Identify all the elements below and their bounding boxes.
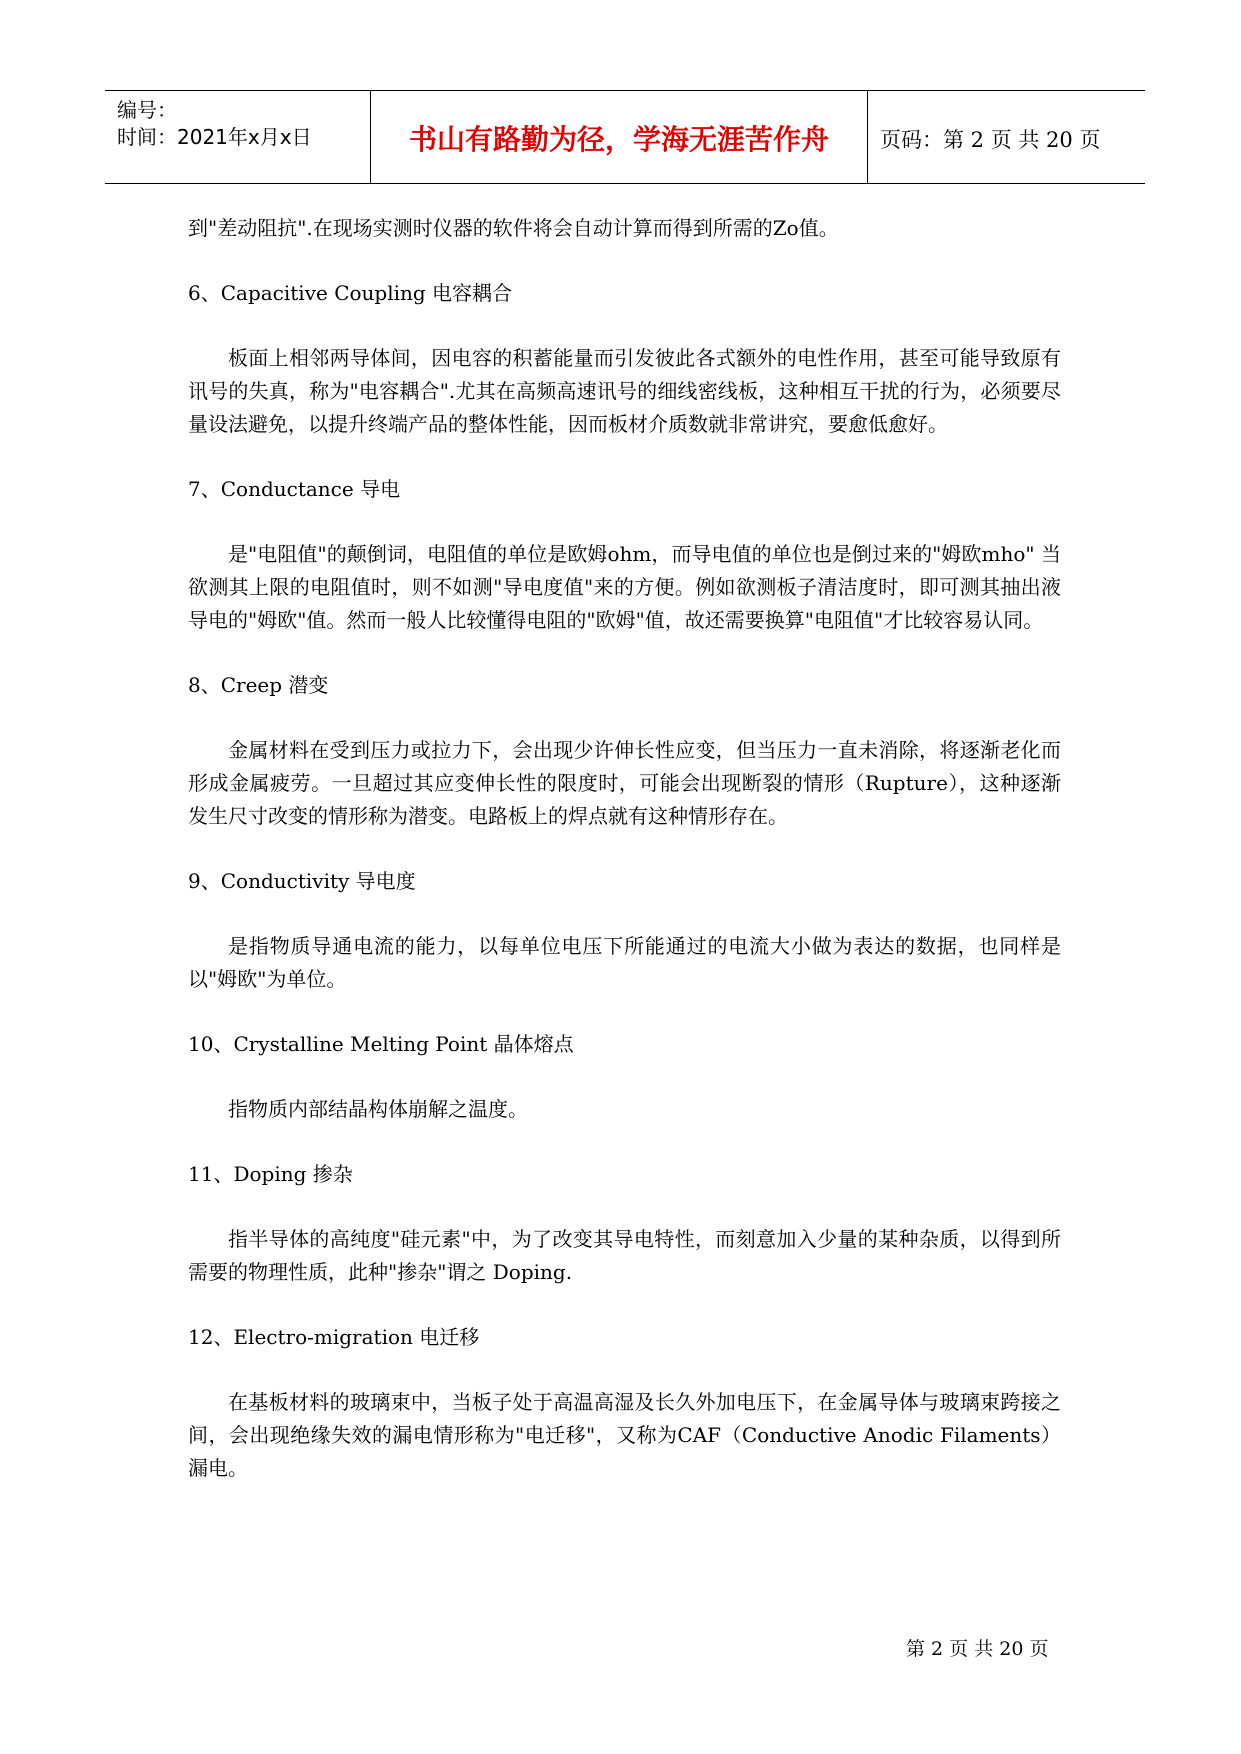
number-label: 编号： xyxy=(117,98,177,122)
header-page-number: 页码：第 2 页 共 20 页 xyxy=(880,128,1101,152)
page-footer: 第 2 页 共 20 页 xyxy=(906,1638,1049,1660)
document-body xyxy=(188,212,1061,1485)
header-motto-cell xyxy=(370,91,868,183)
section-heading-7: 7、Conductance 导电 xyxy=(188,477,401,501)
section-body-12: 在基板材料的玻璃束中，当板子处于高温高湿及长久外加电压下，在金属导体与玻璃束跨接之间，会出现绝缘失效的漏电情形称为"电迁移"，又称为CAF（Conductive Anodic Filaments）漏电。 xyxy=(188,1390,1061,1480)
date-label: 时间：2021年x月x日 xyxy=(117,125,312,149)
section-body-9: 是指物质导通电流的能力，以每单位电压下所能通过的电流大小做为表达的数据，也同样是以"姆欧"为单位。 xyxy=(188,934,1061,991)
section-heading-9: 9、Conductivity 导电度 xyxy=(188,869,416,893)
section-body-6: 板面上相邻两导体间，因电容的积蓄能量而引发彼此各式额外的电性作用，甚至可能导致原有讯号的失真，称为"电容耦合".尤其在高频高速讯号的细线密线板，这种相互干扰的行为，必须要尽量设法避免，以提升终端产品的整体性能，因而板材介质数就非常讲究，要愈低愈好。 xyxy=(188,346,1061,436)
section-body-7: 是"电阻值"的颠倒词，电阻值的单位是欧姆ohm，而导电值的单位也是倒过来的"姆欧mho" 当欲测其上限的电阻值时，则不如测"导电度值"来的方便。例如欲测板子清洁度时，即可测其抽出液导电的"姆欧"值。然而一般人比较懂得电阻的"欧姆"值，故还需要换算"电阻值"才比较容易认同。 xyxy=(188,542,1061,632)
section-heading-12: 12、Electro-migration 电迁移 xyxy=(188,1325,480,1349)
section-heading-6: 6、Capacitive Coupling 电容耦合 xyxy=(188,281,513,305)
paragraph-continuation: 到"差动阻抗".在现场实测时仪器的软件将会自动计算而得到所需的Zo值。 xyxy=(188,216,839,240)
section-heading-8: 8、Creep 潜变 xyxy=(188,673,329,697)
section-heading-11: 11、Doping 掺杂 xyxy=(188,1162,353,1186)
page-header xyxy=(105,90,1145,184)
header-meta xyxy=(105,91,370,183)
section-heading-10: 10、Crystalline Melting Point 晶体熔点 xyxy=(188,1032,574,1056)
header-motto: 书山有路勤为径，学海无涯苦作舟 xyxy=(408,123,829,156)
section-body-10: 指物质内部结晶构体崩解之温度。 xyxy=(228,1097,528,1121)
section-body-11: 指半导体的高纯度"硅元素"中，为了改变其导电特性，而刻意加入少量的某种杂质，以得到所需要的物理性质，此种"掺杂"谓之 Doping. xyxy=(188,1227,1061,1284)
section-body-8: 金属材料在受到压力或拉力下，会出现少许伸长性应变，但当压力一直未消除，将逐渐老化而形成金属疲劳。一旦超过其应变伸长性的限度时，可能会出现断裂的情形（Rupture），这种逐渐发生尺寸改变的情形称为潜变。电路板上的焊点就有这种情形存在。 xyxy=(188,738,1061,828)
header-page-cell xyxy=(868,91,1145,183)
